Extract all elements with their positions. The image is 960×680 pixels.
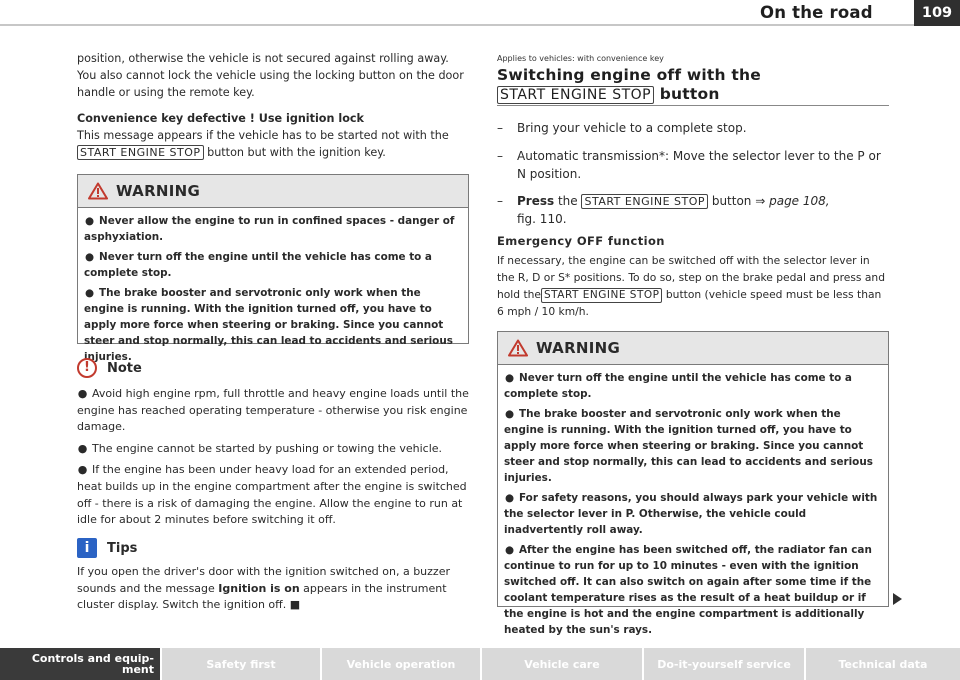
page-number: 109 (914, 0, 960, 26)
step-item: – Automatic transmission*: Move the selector lever to the P or N position. (497, 149, 881, 181)
continue-arrow-icon (893, 593, 902, 605)
note-item: ● Avoid high engine rpm, full throttle and heavy engine loads until the engine has reached operating temperature - otherwise you risk engine damage. (77, 387, 469, 434)
start-engine-stop-key: START ENGINE STOP (497, 86, 654, 104)
warning-box-right (497, 331, 889, 636)
note-item: ● The engine cannot be started by pushing or towing the vehicle. (77, 441, 469, 458)
tab-controls-and-equipment[interactable]: Controls and equip- ment (0, 648, 160, 680)
warning-body (78, 208, 468, 375)
info-icon: i (77, 538, 97, 558)
bullet-icon: ● (504, 492, 515, 504)
note-title: Note (107, 360, 142, 376)
bullet-icon: ● (504, 544, 515, 556)
note-item: ● If the engine has been under heavy load for an extended period, heat builds up in the engine compartment after the engine is switched off - there is a risk of damaging the engine. Allow the engine to run at idle for about 2 minutes before switching it off. (77, 463, 467, 527)
step-item: – Bring your vehicle to a complete stop. (497, 121, 747, 135)
warning-header (498, 332, 888, 365)
conv-text-1: This message appears if the vehicle has to be started not with the (77, 129, 449, 142)
warning-item: ● Never turn off the engine until the vehicle has come to a complete stop. (84, 251, 432, 279)
warning-item: ● Never allow the engine to run in confined spaces - danger of asphyxiation. (84, 215, 455, 243)
tab-technical-data[interactable]: Technical data (806, 648, 960, 680)
tab-vehicle-operation[interactable]: Vehicle operation (322, 648, 480, 680)
tab-do-it-yourself-service[interactable]: Do-it-yourself service (644, 648, 804, 680)
applies-to-note: Applies to vehicles: with convenience key (497, 54, 664, 63)
warning-triangle-icon (508, 339, 528, 357)
warning-title: WARNING (116, 182, 201, 200)
note-list (77, 386, 469, 529)
convenience-key-heading: Convenience key defective ! Use ignition lock (77, 112, 364, 125)
bullet-icon: ● (504, 372, 515, 384)
warning-item: ● Never turn off the engine until the vehicle has come to a complete stop. (504, 372, 852, 400)
convenience-key-paragraph (77, 127, 469, 161)
section-title: Switching engine off with the START ENGINE STOP button (497, 66, 761, 103)
tips-title: Tips (107, 540, 138, 556)
header-rule (0, 24, 915, 26)
start-engine-stop-key: START ENGINE STOP (581, 194, 708, 209)
running-header: On the road (760, 3, 873, 22)
exclamation-circle-icon: ! (77, 358, 97, 378)
bullet-icon: ● (77, 387, 88, 400)
tab-vehicle-care[interactable]: Vehicle care (482, 648, 642, 680)
steps-list (497, 119, 889, 228)
warning-box-left (77, 174, 469, 363)
warning-title: WARNING (536, 339, 621, 357)
warning-item: ● The brake booster and servotronic only work when the engine is running. With the ignition turned off, you have to apply more force when steering or braking. Since you cannot steer and stop normally, this can lead to accidents and serious injuries. (84, 287, 453, 363)
tips-paragraph: If you open the driver's door with the ignition switched on, a buzzer sounds and the message Ignition is on appears in the instrument cluster display. Switch the ignition off. ■ (77, 565, 450, 612)
bullet-icon: ● (504, 408, 515, 420)
warning-item: ● The brake booster and servotronic only work when the engine is running. With the ignition turned off, you have to apply more force when steering or braking. Since you cannot steer and stop normally, this can lead to accidents and serious injuries. (504, 408, 873, 484)
warning-triangle-icon (88, 182, 108, 200)
warning-header (78, 175, 468, 208)
tab-safety-first[interactable]: Safety first (162, 648, 320, 680)
emergency-paragraph: If necessary, the engine can be switched off with the selector lever in the R, D or S* positions. To do so, step on the brake pedal and press and hold the START ENGINE STOP button (vehicle speed must be less than 6 mph / 10 km/h. (497, 254, 885, 318)
tips-heading (77, 538, 469, 558)
emergency-heading: Emergency OFF function (497, 234, 665, 248)
warning-item: ● After the engine has been switched off, the radiator fan can continue to run for up to 10 minutes - even with the ignition switched off. It can also switch on again after some time if the coolant temperature rises as the result of a heat buildup or if the engine is hot and the engine compartment is additionally heated by the sun's rays. (504, 544, 872, 636)
start-engine-stop-key: START ENGINE STOP (541, 288, 662, 303)
bullet-icon: ● (84, 251, 95, 263)
conv-text-2: button but with the ignition key. (203, 146, 386, 160)
footer-nav (0, 648, 960, 680)
warning-item: ● For safety reasons, you should always park your vehicle with the selector lever in P. Otherwise, the vehicle could inadvertently roll away. (504, 492, 878, 536)
warning-body (498, 365, 888, 648)
start-engine-stop-key: START ENGINE STOP (77, 145, 204, 160)
tips-section (77, 538, 469, 619)
step-item: – Press the START ENGINE STOP button ⇒ page 108, fig. 110. (497, 194, 830, 226)
bullet-icon: ● (84, 287, 95, 299)
bullet-icon: ● (84, 215, 95, 227)
note-section (77, 358, 469, 534)
bullet-icon: ● (77, 463, 88, 477)
intro-paragraph: position, otherwise the vehicle is not secured against rolling away. You also cannot lock the vehicle using the locking button on the door handle or using the remote key. (77, 52, 464, 100)
bullet-icon: ● (77, 441, 88, 455)
section-rule (497, 105, 889, 106)
note-heading (77, 358, 469, 378)
page-reference-link[interactable]: page 108, (769, 194, 830, 208)
